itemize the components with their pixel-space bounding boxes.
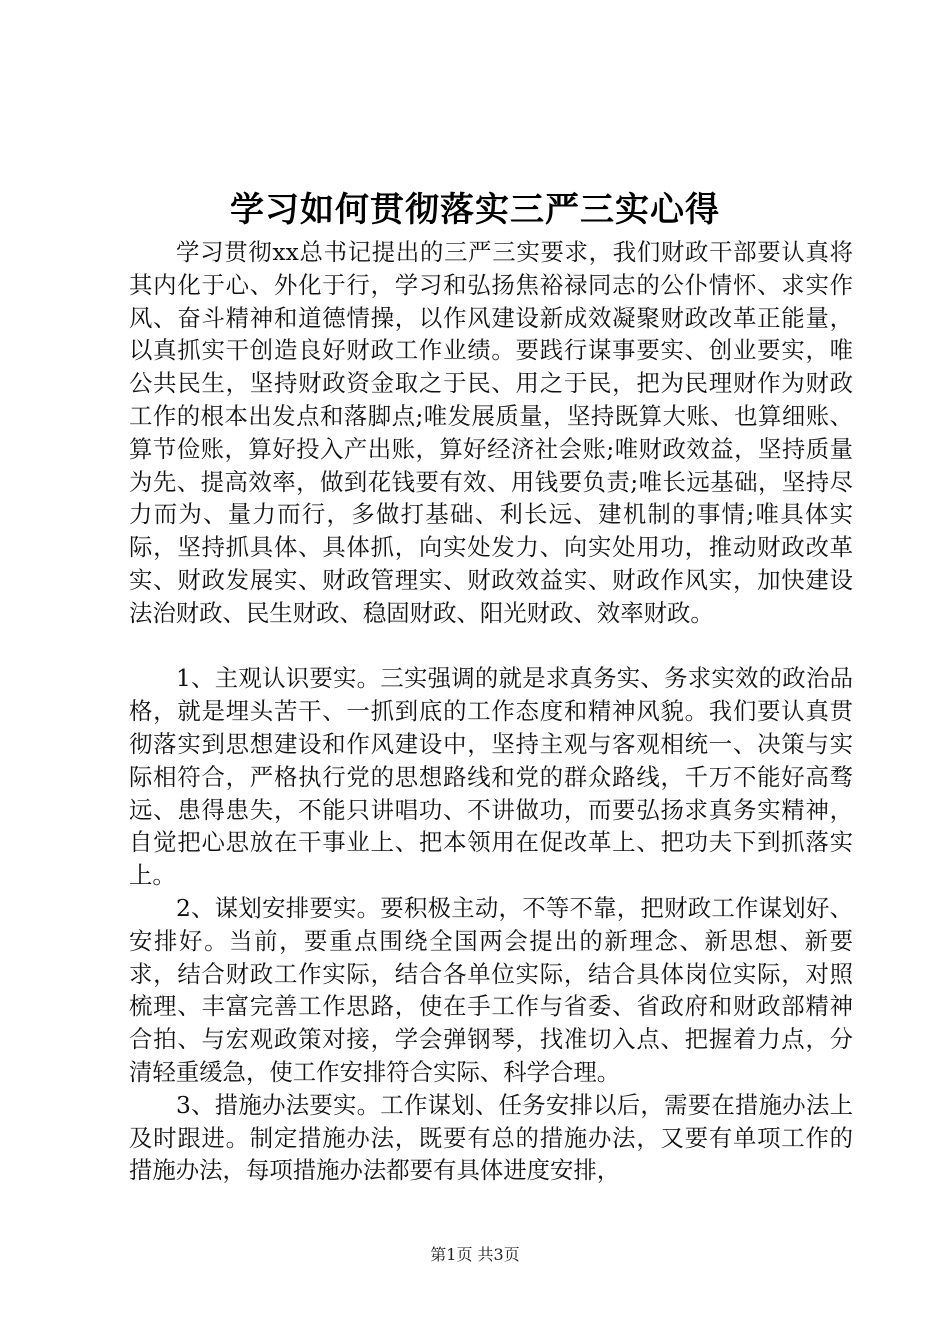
paragraph-point-1: 1、主观认识要实。三实强调的就是求真务实、务求实效的政治品格，就是埋头苦干、一抓到底的工作态度和精神风貌。我们要认真贯彻落实到思想建设和作风建设中，坚持主观与客观相统一、决策与实际相符合，严格执行党的思想路线和党的群众路线，千万不能好高骛远、患得患失，不能只讲唱功、不讲做功，而要弘扬求真务实精神，自觉把心思放在干事业上、把本领用在促改革上、把功夫下到抓落实上。 — [129, 664, 853, 890]
page-number-footer: 第1页 共3页 — [430, 1245, 520, 1264]
document-body — [129, 236, 853, 1187]
page-title: 学习如何贯彻落实三严三实心得 — [230, 190, 720, 230]
paragraph-spacer — [129, 630, 853, 663]
paragraph-point-3: 3、措施办法要实。工作谋划、任务安排以后，需要在措施办法上及时跟进。制定措施办法，既要有总的措施办法，又要有单项工作的措施办法，每项措施办法都要有具体进度安排， — [129, 1090, 853, 1185]
paragraph-intro: 学习贯彻xx总书记提出的三严三实要求，我们财政干部要认真将其内化于心、外化于行，学习和弘扬焦裕禄同志的公仆情怀、求实作风、奋斗精神和道德情操，以作风建设新成效凝聚财政改革正能量，以真抓实干创造良好财政工作业绩。要践行谋事要实、创业要实，唯公共民生，坚持财政资金取之于民、用之于民，把为民理财作为财政工作的根本出发点和落脚点;唯发展质量，坚持既算大账、也算细账、算节俭账，算好投入产出账，算好经济社会账;唯财政效益，坚持质量为先、提高效率，做到花钱要有效、用钱要负责;唯长远基础，坚持尽力而为、量力而行，多做打基础、利长远、建机制的事情;唯具体实际，坚持抓具体、具体抓，向实处发力、向实处用功，推动财政改革实、财政发展实、财政管理实、财政效益实、财政作风实，加快建设法治财政、民生财政、稳固财政、阳光财政、效率财政。 — [129, 238, 853, 627]
paragraph-point-2: 2、谋划安排要实。要积极主动，不等不靠，把财政工作谋划好、安排好。当前，要重点围绕全国两会提出的新理念、新思想、新要求，结合财政工作实际，结合各单位实际，结合具体岗位实际，对照梳理、丰富完善工作思路，使在手工作与省委、省政府和财政部精神合拍、与宏观政策对接，学会弹钢琴，找准切入点、把握着力点，分清轻重缓急，使工作安排符合实际、科学合理。 — [129, 893, 853, 1086]
